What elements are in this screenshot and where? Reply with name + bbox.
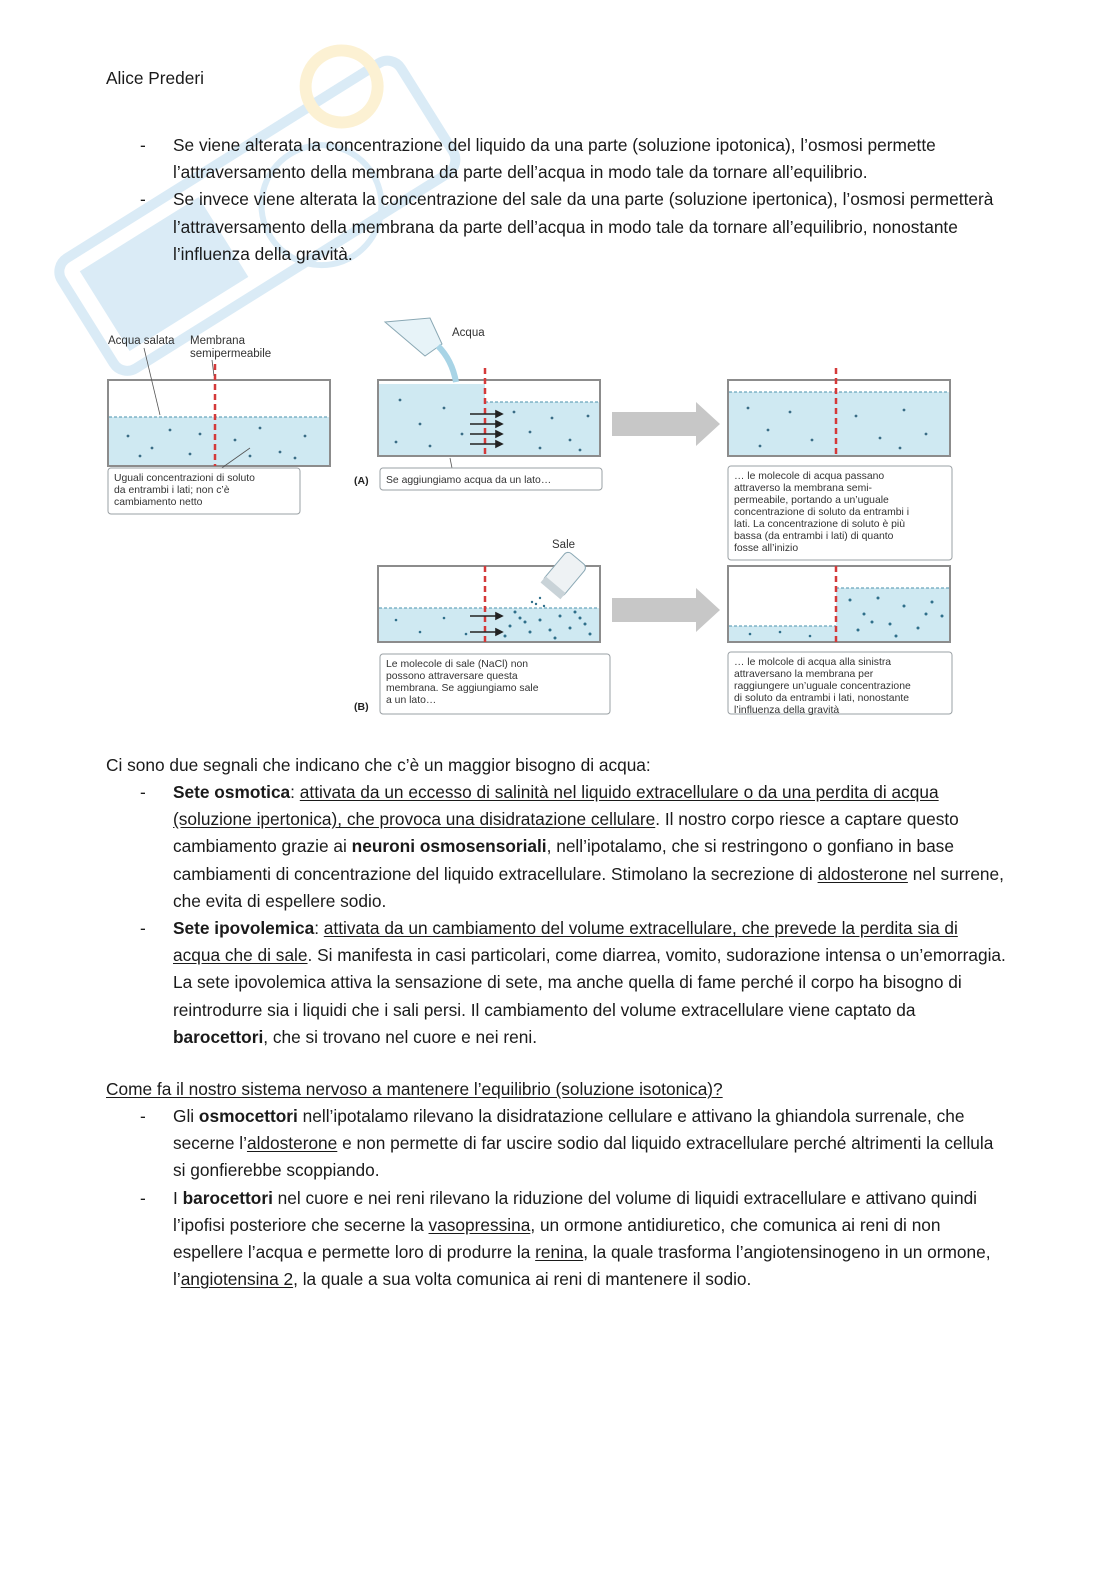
bullet-dash: - [140,1187,146,1208]
text-segment: e non permette di far uscire sodio dal liquido extracellulare perché altrimenti la cellula si gonfierebbe scoppiando. [173,1133,994,1181]
label-membrane-line2: semipermeabile [190,348,272,360]
term-renin: renina [535,1242,584,1263]
term-hypovolemic-thirst: Sete ipovolemica [173,918,315,939]
term-osmotic-thirst: Sete osmotica [173,782,291,802]
label-a: (A) [354,475,369,487]
list-item-hypovolemic-thirst [106,915,1006,1051]
text-segment: nel surrene, che evita di espellere sodio. [173,863,1004,911]
caption-result-a-line7: fosse all’inizio [734,543,799,554]
caption-result-b-line1: … le molcole di acqua alla sinistra [734,657,892,668]
caption-equal-line1: Uguali concentrazioni di soluto [114,473,255,484]
term-osmosensory-neurons: neuroni osmosensoriali [351,836,547,857]
definition-underlined: attivata da un cambiamento del volume extracellulare, che prevede la perdita sia di acqua che di sale [173,918,958,966]
tank-add-salt [354,539,610,714]
author-name: Alice Prederi [106,68,204,88]
caption-add-salt-line1: Le molecole di sale (NaCl) non [386,659,529,670]
label-water: Acqua [452,327,485,339]
term-baroreceptors: barocettori [182,1187,273,1208]
text-segment: , la quale trasforma l’angiotensinogeno in un ormone, l’ [173,1242,991,1290]
question-heading: Come fa il nostro sistema nervoso a mantenere l’equilibrio (soluzione isotonica)? [106,1079,723,1099]
term-vasopressin: vasopressina [428,1214,531,1235]
caption-result-a-line2: attraverso la membrana semi- [734,483,873,494]
list-item-baroreceptors [106,1185,1006,1294]
caption-result-b-line2: attraversano la membrana per [734,669,874,680]
thirst-list [106,779,1006,1051]
label-b: (B) [354,701,369,713]
caption-result-a-line6: bassa (da entrambi i lati) di quanto [734,531,894,542]
caption-add-salt-line4: a un lato… [386,695,437,706]
caption-result-b-line4: di soluto da entrambi i lati, nonostante [734,693,910,704]
text-segment: Gli [173,1106,199,1126]
osmosis-list [106,132,1006,268]
definition-underlined: attivata da un eccesso di salinità nel liquido extracellulare o da una perdita di acqua (soluzione ipertonica), che provoca una disidratazione cellulare [173,782,939,830]
caption-result-b-line5: l’influenza della gravità [734,705,840,716]
tank-result-b [728,566,952,716]
list-item-osmotic-thirst [106,779,1006,915]
text-segment: nell’ipotalamo rilevano la disidratazione cellulare e attivano la ghiandola surrenale, che secerne l’ [173,1106,965,1154]
term-angiotensin-2: angiotensina 2 [180,1269,294,1290]
paragraph-thirst-signals: Ci sono due segnali che indicano che c’è un maggior bisogno di acqua: [106,755,651,775]
list-item-text: Se invece viene alterata la concentrazione del sale da una parte (soluzione ipertonica), l’osmosi permetterà l’attraversamento della membrana da parte dell’acqua in modo tale da tornare all’equilibrio, nonostante l’influenza della gravità. [173,189,994,264]
list-item [106,186,1006,268]
caption-add-water: Se aggiungiamo acqua da un lato… [386,475,552,486]
list-item-text: Se viene alterata la concentrazione del liquido da una parte (soluzione ipotonica), l’osmosi permette l’attraversamento della membrana da parte dell’acqua in modo tale da tornare all’equilibrio. [173,135,936,183]
caption-result-a-line5: lati. La concentrazione di soluto è più [734,519,905,530]
caption-add-salt-line2: possono attraversare questa [386,671,518,682]
caption-equal-line3: cambiamento netto [114,497,203,508]
caption-result-a-line1: … le molecole di acqua passano [734,471,885,482]
bullet-dash: - [140,1106,146,1126]
text-segment: I [173,1187,183,1208]
label-salt-water: Acqua salata [108,335,175,347]
caption-result-b-line3: raggiungere un’uguale concentrazione [734,681,911,692]
text-segment: nel cuore e nei reni rilevano la riduzione del volume di liquidi extracellulare e attivano quindi l’ipofisi posteriore che secerne la [173,1187,978,1235]
caption-result-a-line4: concentrazione di soluto da entrambi i [734,507,910,518]
list-item-osmoreceptors [106,1103,1006,1185]
label-membrane-line1: Membrana [190,335,245,347]
text-segment: , nell’ipotalamo, che si restringono o gonfiano in base cambiamenti di concentrazione del liquido extracellulare. Stimolano la secrezione di [173,836,954,884]
text-colon: : [314,918,324,939]
caption-result-a-line3: permeabile, portando a un’uguale [734,495,889,506]
bullet-dash: - [140,135,146,155]
arrow-right-b [612,588,720,632]
tank-add-water [354,318,602,490]
bullet-dash: - [140,189,146,210]
equilibrium-list [106,1103,1006,1293]
text-segment: , la quale a sua volta comunica ai reni di mantenere il sodio. [293,1269,752,1290]
caption-add-salt-line3: membrana. Se aggiungiamo sale [386,683,539,694]
label-salt: Sale [552,539,576,551]
text-segment: . Si manifesta in casi particolari, come diarrea, vomito, sudorazione intensa o un’emorragia. La sete ipovolemica attiva la sensazione di sete, ma anche quella di fame perché il corpo ha bisogno di reintrodurre sia i liquidi che i sali persi. Il cambiamento del volume extracellulare viene captato da [173,945,1006,1020]
term-aldosterone: aldosterone [817,863,908,884]
term-aldosterone: aldosterone [246,1133,338,1154]
osmosis-figure [100,316,960,722]
text-segment: . Il nostro corpo riesce a captare questo cambiamento grazie ai [173,809,959,857]
tank-result-a [728,368,952,560]
text-colon: : [290,782,300,802]
term-baroreceptors: barocettori [173,1026,264,1047]
bullet-dash: - [140,918,146,939]
term-osmoreceptors: osmocettori [198,1106,298,1126]
tank-equilibrium [108,335,330,514]
bullet-dash: - [140,782,146,802]
arrow-right-a [612,402,720,446]
list-item [106,132,1006,186]
caption-equal-line2: da entrambi i lati; non c’è [114,485,230,496]
text-segment: , che si trovano nel cuore e nei reni. [263,1026,538,1047]
text-segment: , un ormone antidiuretico, che comunica ai reni di non espellere l’acqua e permette loro di produrre la [173,1214,941,1263]
